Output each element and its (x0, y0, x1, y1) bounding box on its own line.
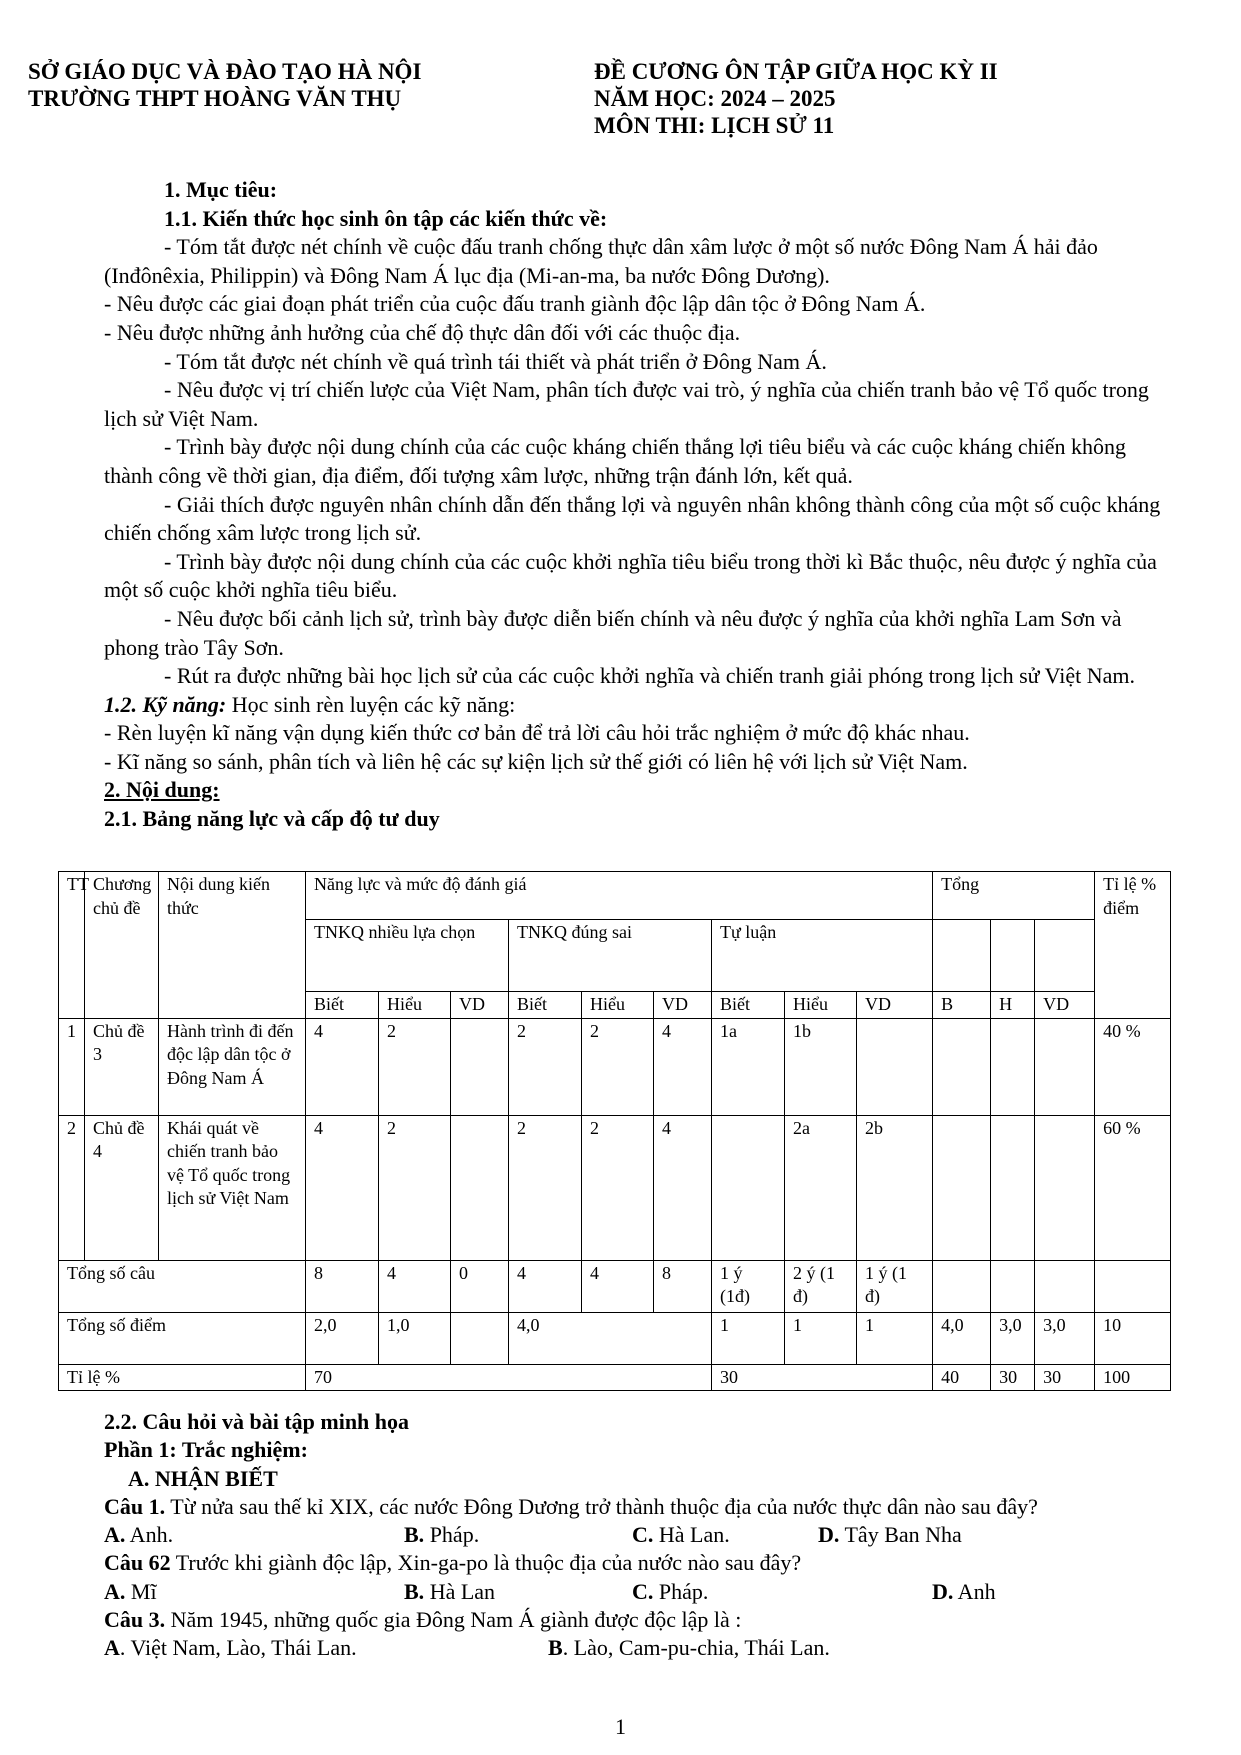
question-label: Câu 62 (104, 1550, 171, 1576)
level-label: B (933, 992, 991, 1019)
level-label: VD (857, 992, 933, 1019)
section-2-title: 2. Nội dung: (104, 777, 220, 803)
level-label: Hiểu (379, 992, 451, 1019)
table-cell: 0 (451, 1260, 509, 1312)
row-chapter: Chủ đề 3 (85, 1018, 159, 1115)
question-label: Câu 3. (104, 1607, 166, 1633)
total-points-row (59, 1312, 1171, 1364)
competency-table (58, 871, 1171, 1391)
table-cell: 4 (654, 1018, 712, 1115)
table-cell (857, 1018, 933, 1115)
table-cell (933, 1115, 991, 1260)
table-cell (933, 1018, 991, 1115)
table-cell: 30 (991, 1364, 1035, 1391)
school-year: NĂM HỌC: 2024 – 2025 (594, 86, 836, 111)
table-cell (933, 1260, 991, 1312)
objective-item: - Nêu được các giai đoạn phát triển của cuộc đấu tranh giành độc lập dân tộc ở Đông Nam Á. (104, 291, 926, 317)
question-label: Câu 1. (104, 1493, 166, 1519)
question-3 (104, 1606, 1174, 1634)
table-cell: 70 (306, 1364, 712, 1391)
table-cell: 1 ý (1đ) (712, 1260, 785, 1312)
document-title: ĐỀ CƯƠNG ÔN TẬP GIỮA HỌC KỲ II (594, 59, 998, 84)
header-ratio: Tỉ lệ % điểm (1095, 872, 1171, 1019)
row-chapter: Chủ đề 4 (85, 1115, 159, 1260)
ratio-label: Tỉ lệ % (59, 1364, 306, 1391)
option-c: C. Hà Lan. (632, 1522, 730, 1548)
level-label: Hiểu (582, 992, 654, 1019)
row-number: 2 (59, 1115, 85, 1260)
objective-item: - Giải thích được nguyên nhân chính dẫn đến thắng lợi và nguyên nhân không thành công của một số cuộc kháng chiến chống xâm lược trong lịch sử. (104, 491, 1161, 546)
table-cell: 40 (933, 1364, 991, 1391)
table-cell: 4 (509, 1260, 582, 1312)
table-cell: 2 (582, 1018, 654, 1115)
option-b: B. Pháp. (404, 1522, 480, 1548)
level-label: Biết (712, 992, 785, 1019)
level-label: VD (654, 992, 712, 1019)
table-cell (933, 920, 991, 992)
table-cell: 1,0 (379, 1312, 451, 1364)
objectives-section (104, 176, 1174, 834)
header-tt: TT (59, 872, 85, 1019)
exam-header (594, 58, 998, 139)
level-label: H (991, 992, 1035, 1019)
table-cell (451, 1018, 509, 1115)
table-cell: 2b (857, 1115, 933, 1260)
table-cell (451, 1312, 509, 1364)
table-cell: 2 ý (1 đ) (785, 1260, 857, 1312)
table-cell: 8 (306, 1260, 379, 1312)
table-cell: 4 (306, 1115, 379, 1260)
school-name: TRƯỜNG THPT HOÀNG VĂN THỤ (28, 86, 402, 111)
table-cell: 2a (785, 1115, 857, 1260)
header-chapter: Chương chủ đề (85, 872, 159, 1019)
objective-item: - Nêu được những ảnh hưởng của chế độ thực dân đối với các thuộc địa. (104, 319, 741, 345)
objective-item: - Rút ra được những bài học lịch sử của các cuộc khởi nghĩa và chiến tranh giải phóng trong lịch sử Việt Nam. (164, 663, 1135, 689)
skill-item: - Kĩ năng so sánh, phân tích và liên hệ các sự kiện lịch sử thế giới có liên hệ với lịch sử Việt Nam. (104, 748, 968, 774)
questions-section (104, 1408, 1174, 1663)
option-b: B. Hà Lan (404, 1578, 496, 1604)
table-cell: 4 (379, 1260, 451, 1312)
table-row (59, 1115, 1171, 1260)
table-cell: 100 (1095, 1364, 1171, 1391)
option-c: C. Pháp. (632, 1578, 709, 1604)
table-cell: 1 (785, 1312, 857, 1364)
table-cell: 1 (857, 1312, 933, 1364)
table-cell (991, 1018, 1035, 1115)
row-ratio: 40 % (1095, 1018, 1171, 1115)
level-label: VD (451, 992, 509, 1019)
table-cell: 4,0 (933, 1312, 991, 1364)
table-cell (451, 1115, 509, 1260)
table-cell: 8 (654, 1260, 712, 1312)
table-cell (991, 1115, 1035, 1260)
question-text: Trước khi giành độc lập, Xin-ga-po là thuộc địa của nước nào sau đây? (170, 1550, 802, 1576)
table-cell: 4 (306, 1018, 379, 1115)
total-questions-row (59, 1260, 1171, 1312)
level-label: Biết (509, 992, 582, 1019)
skills-intro: Học sinh rèn luyện các kỹ năng: (226, 691, 516, 717)
row-ratio: 60 % (1095, 1115, 1171, 1260)
skills-label: 1.2. Kỹ năng: (104, 691, 227, 717)
table-cell: 1 ý (1 đ) (857, 1260, 933, 1312)
table-row (59, 1018, 1171, 1115)
part-1-title: Phần 1: Trắc nghiệm: (104, 1437, 308, 1463)
row-number: 1 (59, 1018, 85, 1115)
table-cell: 1 (712, 1312, 785, 1364)
option-a: A. Anh. (104, 1522, 174, 1548)
row-content: Hành trình đi đến độc lập dân tộc ở Đông Nam Á (159, 1018, 306, 1115)
table-cell (1035, 1260, 1095, 1312)
section-1-title: 1. Mục tiêu: (164, 177, 278, 202)
header-essay: Tự luận (712, 920, 933, 992)
table-cell: 4 (654, 1115, 712, 1260)
answer-options (104, 1521, 1174, 1549)
table-cell (1035, 1115, 1095, 1260)
table-cell: 2 (379, 1018, 451, 1115)
table-cell: 3,0 (1035, 1312, 1095, 1364)
skill-item: - Rèn luyện kĩ năng vận dụng kiến thức cơ bản để trả lời câu hỏi trắc nghiệm ở mức độ khác nhau. (104, 720, 970, 746)
question-text: Năm 1945, những quốc gia Đông Nam Á giành được độc lập là : (165, 1607, 742, 1633)
answer-options (104, 1634, 1174, 1662)
table-cell (991, 1260, 1035, 1312)
header-mcq: TNKQ nhiều lựa chọn (306, 920, 509, 992)
question-2 (104, 1549, 1174, 1577)
department-name: SỞ GIÁO DỤC VÀ ĐÀO TẠO HÀ NỘI (28, 59, 422, 84)
page-number: 1 (615, 1714, 626, 1739)
level-label: VD (1035, 992, 1095, 1019)
table-cell: 1b (785, 1018, 857, 1115)
objective-item: - Nêu được vị trí chiến lược của Việt Nam, phân tích được vai trò, ý nghĩa của chiến tranh bảo vệ Tổ quốc trong lịch sử Việt Nam. (104, 377, 1149, 431)
table-cell: 4,0 (509, 1312, 712, 1364)
section-2-2-title: 2.2. Câu hỏi và bài tập minh họa (104, 1409, 410, 1434)
option-d: D. Tây Ban Nha (818, 1522, 962, 1548)
section-2-1-title: 2.1. Bảng năng lực và cấp độ tư duy (104, 806, 440, 832)
table-cell: 30 (1035, 1364, 1095, 1391)
table-cell (991, 920, 1035, 992)
header-competency: Năng lực và mức độ đánh giá (306, 872, 933, 920)
table-cell: 2,0 (306, 1312, 379, 1364)
objective-item: - Nêu được bối cảnh lịch sử, trình bày được diễn biến chính và nêu được ý nghĩa của khởi nghĩa Lam Sơn và phong trào Tây Sơn. (104, 605, 1122, 660)
level-label: Biết (306, 992, 379, 1019)
question-1 (104, 1493, 1174, 1521)
table-cell: 1a (712, 1018, 785, 1115)
ratio-row (59, 1364, 1171, 1391)
answer-options (104, 1578, 1174, 1606)
option-a: A. Mĩ (104, 1578, 157, 1604)
subject-name: MÔN THI: LỊCH SỬ 11 (594, 113, 835, 138)
row-content: Khái quát về chiến tranh bảo vệ Tổ quốc trong lịch sử Việt Nam (159, 1115, 306, 1260)
table-cell: 3,0 (991, 1312, 1035, 1364)
table-cell: 2 (509, 1018, 582, 1115)
table-cell: 30 (712, 1364, 933, 1391)
table-cell: 2 (379, 1115, 451, 1260)
question-text: Từ nửa sau thế kỉ XIX, các nước Đông Dương trở thành thuộc địa của nước thực dân nào sau đây? (165, 1493, 1038, 1519)
school-header (28, 58, 421, 112)
table-cell: 2 (509, 1115, 582, 1260)
option-b: B. Lào, Cam-pu-chia, Thái Lan. (548, 1635, 830, 1661)
table-cell (1035, 1018, 1095, 1115)
table-cell (1035, 920, 1095, 992)
skills-heading (104, 691, 1174, 720)
table-cell (1095, 1260, 1171, 1312)
header-content: Nội dung kiến thức (159, 872, 306, 1019)
objective-item: - Trình bày được nội dung chính của các cuộc kháng chiến thắng lợi tiêu biểu và các cuộc kháng chiến không thành công về thời gian, địa điểm, đối tượng xâm lược, những trận đánh lớn, kết quả. (104, 434, 1126, 488)
option-a: A. Việt Nam, Lào, Thái Lan. (104, 1635, 357, 1661)
header-total: Tổng (933, 872, 1095, 920)
level-a-title: A. NHẬN BIẾT (128, 1465, 278, 1491)
table-cell: 10 (1095, 1312, 1171, 1364)
table-cell: 4 (582, 1260, 654, 1312)
option-d: D. Anh (932, 1578, 996, 1604)
level-label: Hiểu (785, 992, 857, 1019)
objective-item: - Trình bày được nội dung chính của các cuộc khởi nghĩa tiêu biểu trong thời kì Bắc thuộc, nêu được ý nghĩa của một số cuộc khởi nghĩa tiêu biểu. (104, 548, 1157, 603)
table-cell (712, 1115, 785, 1260)
table-cell: 2 (582, 1115, 654, 1260)
total-questions-label: Tổng số câu (59, 1260, 306, 1312)
header-true-false: TNKQ đúng sai (509, 920, 712, 992)
objective-item: - Tóm tắt được nét chính về quá trình tái thiết và phát triển ở Đông Nam Á. (164, 348, 827, 374)
objective-item: - Tóm tắt được nét chính về cuộc đấu tranh chống thực dân xâm lược ở một số nước Đông Nam Á hải đảo (Inđônêxia, Philippin) và Đông Nam Á lục địa (Mi-an-ma, ba nước Đông Dương). (104, 234, 1098, 288)
section-1-1-title: 1.1. Kiến thức học sinh ôn tập các kiến thức về: (164, 205, 608, 231)
total-points-label: Tổng số điểm (59, 1312, 306, 1364)
table-header-row (59, 872, 1171, 920)
